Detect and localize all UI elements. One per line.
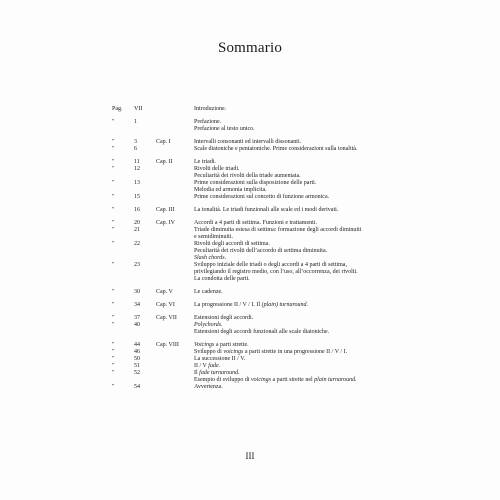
toc-entry-line: Prefazione al testo unico. bbox=[194, 126, 255, 132]
toc-entry-title bbox=[194, 289, 442, 296]
toc-entry bbox=[112, 119, 442, 133]
toc-entry-title bbox=[194, 241, 442, 262]
toc-entry-line: Prefazione. bbox=[194, 119, 222, 125]
toc-entry-line: II / V fade. bbox=[194, 363, 221, 369]
toc-entry-line: Accordi a 4 parti di settima. Funzioni e trattamenti. bbox=[194, 220, 317, 226]
toc-entry-line: e semidiminuiti. bbox=[194, 234, 233, 240]
toc-entry-line: Rivolti delle triadi. bbox=[194, 166, 240, 172]
toc-page-number: 1 bbox=[134, 119, 137, 125]
toc-entry-line: Le triadi. bbox=[194, 159, 216, 165]
toc-pag-label: " bbox=[112, 342, 115, 348]
toc-entry-title bbox=[194, 159, 442, 166]
toc-entry-title bbox=[194, 342, 442, 349]
toc-chapter: Cap. VII bbox=[156, 315, 177, 321]
toc-entry bbox=[112, 315, 442, 322]
toc-pag-label: " bbox=[112, 119, 115, 125]
toc-pag-label: " bbox=[112, 370, 115, 376]
toc-entry-line: Rivolti degli accordi di settima. bbox=[194, 241, 270, 247]
toc-page-number: 22 bbox=[134, 241, 140, 247]
toc-entry-line: Il fade turnaround. bbox=[194, 370, 240, 376]
toc-chapter: Cap. II bbox=[156, 159, 173, 165]
toc-entry-title bbox=[194, 220, 442, 227]
toc-entry-line: Peculiarità dei rivolti della triade aumentata. bbox=[194, 173, 301, 179]
toc-page-number: 46 bbox=[134, 349, 140, 355]
toc-page-number: VII bbox=[134, 106, 143, 112]
toc-entry-title bbox=[194, 227, 442, 241]
toc-entry bbox=[112, 207, 442, 214]
toc-pag-label: " bbox=[112, 159, 115, 165]
toc-entry-title bbox=[194, 119, 442, 133]
toc-entry-title bbox=[194, 262, 442, 283]
toc-chapter: Cap. VIII bbox=[156, 342, 179, 348]
toc-chapter: Cap. VI bbox=[156, 302, 175, 308]
toc-page-number: 11 bbox=[134, 159, 140, 165]
toc-entry-line: Triade diminuita estesa di settima: formazione degli accordi diminuiti bbox=[194, 227, 362, 233]
toc-chapter: Cap. IV bbox=[156, 220, 175, 226]
toc-page-number: 30 bbox=[134, 289, 140, 295]
toc-entry-title bbox=[194, 356, 442, 363]
toc-entry bbox=[112, 166, 442, 180]
toc-entry-line: Intervalli consonanti ed intervalli dissonanti. bbox=[194, 139, 302, 145]
toc-pag-label: " bbox=[112, 166, 115, 172]
toc-entry-line: Sviluppo iniziale delle triadi o degli accordi a 4 parti di settima, bbox=[194, 262, 347, 268]
table-of-contents bbox=[112, 106, 442, 391]
toc-entry bbox=[112, 370, 442, 384]
toc-page-number: 6 bbox=[134, 146, 137, 152]
toc-page-number: 34 bbox=[134, 302, 140, 308]
toc-entry bbox=[112, 349, 442, 356]
toc-entry-line: Le cadenze. bbox=[194, 289, 223, 295]
toc-chapter: Cap. III bbox=[156, 207, 175, 213]
toc-pag-label: " bbox=[112, 356, 115, 362]
toc-entry-title bbox=[194, 302, 442, 309]
toc-page-number: 51 bbox=[134, 363, 140, 369]
toc-page-number: 50 bbox=[134, 356, 140, 362]
toc-entry bbox=[112, 139, 442, 146]
toc-entry-title bbox=[194, 166, 442, 180]
toc-entry-title bbox=[194, 363, 442, 370]
toc-entry-line: Estensioni degli accordi. bbox=[194, 315, 254, 321]
toc-entry bbox=[112, 342, 442, 349]
toc-entry bbox=[112, 262, 442, 283]
toc-entry-line: privilegiando il registro medio, con l’uso, all’occorrenza, dei rivolti. bbox=[194, 269, 358, 275]
toc-pag-label: " bbox=[112, 180, 115, 186]
toc-entry-title bbox=[194, 207, 442, 214]
toc-entry-title bbox=[194, 146, 442, 153]
toc-entry-line: Avvertenza. bbox=[194, 384, 223, 390]
toc-entry-line: Melodia ed armonia implicita. bbox=[194, 187, 267, 193]
toc-chapter: Cap. V bbox=[156, 289, 173, 295]
toc-pag-label: " bbox=[112, 302, 115, 308]
toc-page-number: 21 bbox=[134, 227, 140, 233]
toc-entry-line: Prime considerazioni sul concetto di funzione armonica. bbox=[194, 194, 330, 200]
toc-entry bbox=[112, 159, 442, 166]
toc-entry bbox=[112, 146, 442, 153]
toc-entry-line: La condotta delle parti. bbox=[194, 276, 250, 282]
toc-page-number: 44 bbox=[134, 342, 140, 348]
toc-entry-line: Prime considerazioni sulla disposizione delle parti. bbox=[194, 180, 317, 186]
toc-pag-label: " bbox=[112, 349, 115, 355]
toc-pag-label: " bbox=[112, 262, 115, 268]
toc-entry-line: Esempio di sviluppo di voicings a parti strette nel plain turnaround. bbox=[194, 377, 357, 383]
toc-entry bbox=[112, 384, 442, 391]
toc-entry-title bbox=[194, 180, 442, 194]
toc-entry-title bbox=[194, 370, 442, 384]
toc-page-number: 3 bbox=[134, 139, 137, 145]
toc-entry-line: Voicings a parti strette. bbox=[194, 342, 249, 348]
toc-entry-line: La tonalità. Le triadi funzionali alle scale ed i modi derivati. bbox=[194, 207, 339, 213]
toc-pag-label: " bbox=[112, 194, 115, 200]
toc-entry bbox=[112, 194, 442, 201]
toc-entry bbox=[112, 106, 442, 113]
toc-entry-line: La progressione II / V / I. Il (plain) turnaround. bbox=[194, 302, 309, 308]
toc-entry-title bbox=[194, 194, 442, 201]
toc-page-number: 20 bbox=[134, 220, 140, 226]
toc-pag-label: Pag. bbox=[112, 106, 123, 112]
toc-pag-label: " bbox=[112, 207, 115, 213]
toc-entry bbox=[112, 363, 442, 370]
toc-entry bbox=[112, 241, 442, 262]
toc-entry-title bbox=[194, 349, 442, 356]
toc-page-number: 16 bbox=[134, 207, 140, 213]
toc-entry-line: Slash chords. bbox=[194, 255, 227, 261]
toc-entry bbox=[112, 289, 442, 296]
toc-pag-label: " bbox=[112, 289, 115, 295]
toc-entry-line: Polychords. bbox=[194, 322, 223, 328]
toc-entry bbox=[112, 180, 442, 194]
toc-page-number: 54 bbox=[134, 384, 140, 390]
toc-page-number: 23 bbox=[134, 262, 140, 268]
toc-pag-label: " bbox=[112, 384, 115, 390]
toc-entry bbox=[112, 356, 442, 363]
toc-page-number: 13 bbox=[134, 180, 140, 186]
toc-entry-line: Sviluppo di voicings a parti strette in una progressione II / V / I. bbox=[194, 349, 348, 355]
toc-entry bbox=[112, 302, 442, 309]
page-number: III bbox=[245, 451, 255, 461]
toc-pag-label: " bbox=[112, 241, 115, 247]
toc-entry bbox=[112, 322, 442, 336]
toc-entry-title bbox=[194, 139, 442, 146]
toc-entry-line: Peculiarità dei rivolti dell’accordo di settima diminuita. bbox=[194, 248, 328, 254]
toc-chapter: Cap. I bbox=[156, 139, 171, 145]
toc-entry-line: Scale diatoniche e pentatoniche. Prime considerazioni sulla tonalità. bbox=[194, 146, 358, 152]
toc-pag-label: " bbox=[112, 146, 115, 152]
toc-pag-label: " bbox=[112, 322, 115, 328]
toc-entry-line: Estensioni degli accordi funzionali alle scale diatoniche. bbox=[194, 329, 330, 335]
toc-entry-title bbox=[194, 322, 442, 336]
page-title: Sommario bbox=[217, 40, 283, 56]
toc-entry-line: La successione II / V. bbox=[194, 356, 246, 362]
toc-entry-title bbox=[194, 384, 442, 391]
toc-pag-label: " bbox=[112, 363, 115, 369]
toc-entry-title bbox=[194, 315, 442, 322]
toc-pag-label: " bbox=[112, 220, 115, 226]
toc-page-number: 15 bbox=[134, 194, 140, 200]
toc-page-number: 52 bbox=[134, 370, 140, 376]
toc-page-number: 37 bbox=[134, 315, 140, 321]
toc-pag-label: " bbox=[112, 227, 115, 233]
toc-entry bbox=[112, 220, 442, 227]
toc-page-number: 12 bbox=[134, 166, 140, 172]
toc-entry-line: Introduzione. bbox=[194, 106, 227, 112]
toc-page-number: 40 bbox=[134, 322, 140, 328]
toc-pag-label: " bbox=[112, 315, 115, 321]
toc-pag-label: " bbox=[112, 139, 115, 145]
toc-entry bbox=[112, 227, 442, 241]
toc-entry-title bbox=[194, 106, 442, 113]
